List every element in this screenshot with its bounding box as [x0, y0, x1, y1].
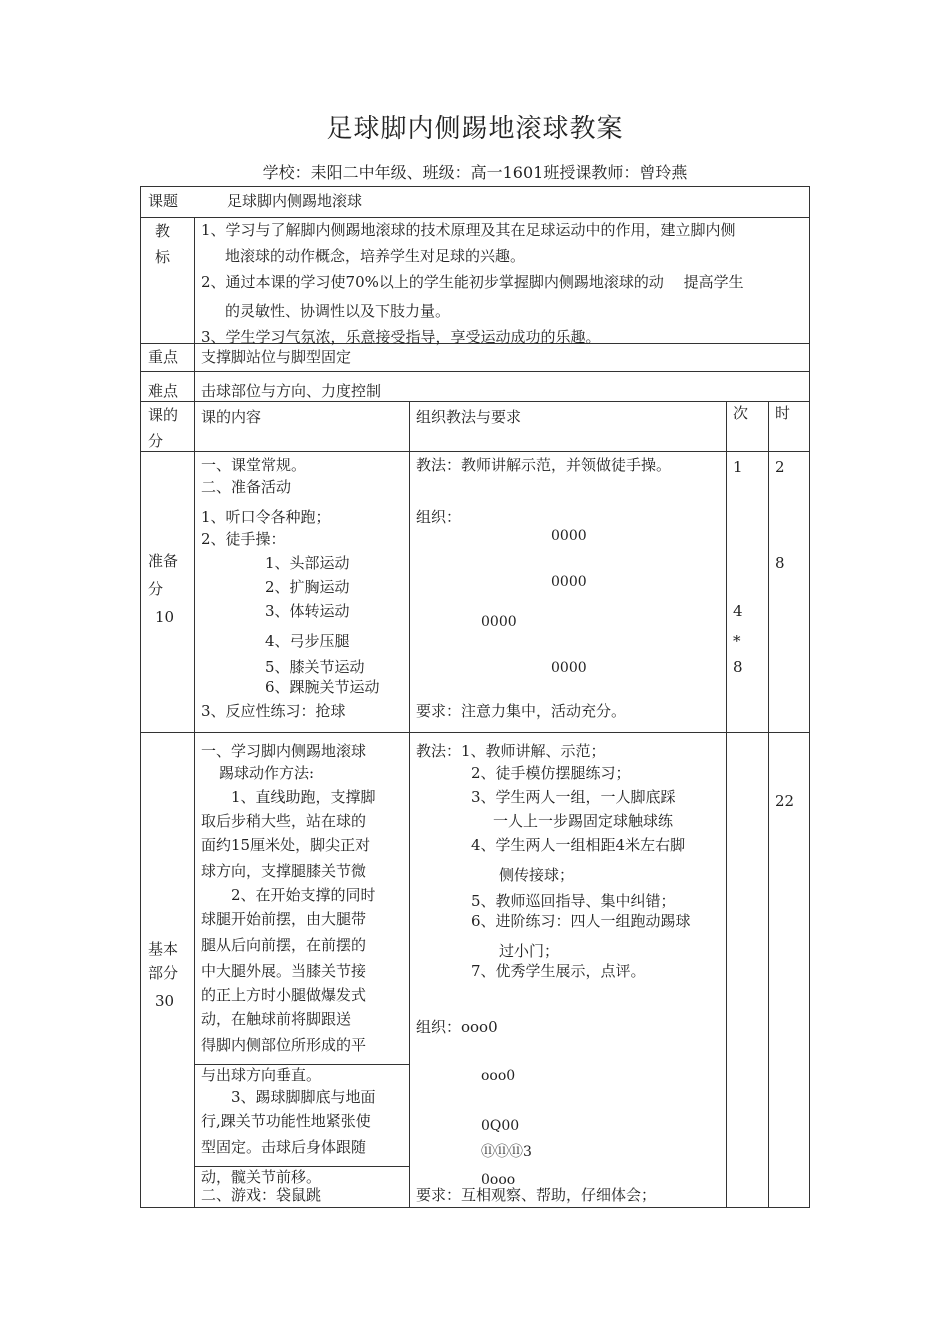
- basic-method-line: 侧传接球；: [499, 866, 575, 884]
- prep-method-teach: 教法：教师讲解示范，并领做徒手操。: [416, 456, 672, 474]
- basic-method-line: 6、进阶练习：四人一组跑动踢球: [471, 912, 691, 930]
- header-method: 组织教法与要求: [416, 408, 522, 426]
- objective-line: 3、学生学习气氛浓，乐意接受指导，享受运动成功的乐趣。: [201, 328, 601, 346]
- header-times: 次: [733, 404, 749, 422]
- basic-content-line: 动，髋关节前移。: [201, 1168, 322, 1186]
- prep-section-2: 分: [148, 580, 164, 598]
- prep-content-line: 1、听口令各种跑；: [201, 508, 331, 526]
- difficulty-value: 击球部位与方向、力度控制: [201, 382, 382, 400]
- header-content: 课的内容: [201, 408, 262, 426]
- prep-method-org: 组织：: [416, 508, 462, 526]
- objective-line: 地滚球的动作概念，培养学生对足球的兴趣。: [225, 247, 526, 265]
- basic-content-line: 型固定。击球后身体跟随: [201, 1138, 367, 1156]
- basic-method-line: 7、优秀学生展示，点评。: [471, 962, 646, 980]
- basic-content-line: 中大腿外展。当膝关节接: [201, 962, 367, 980]
- basic-content-line: 一、学习脚内侧踢地滚球: [201, 742, 367, 760]
- basic-content-line: 踢球动作方法:: [219, 764, 315, 782]
- basic-content-line: 面约15厘米处，脚尖正对: [201, 836, 371, 854]
- key-point-label: 重点: [148, 348, 179, 366]
- basic-method-line: 3、学生两人一组，一人脚底踩: [471, 788, 676, 806]
- basic-content-line: 1、直线助跑，支撑脚: [231, 788, 376, 806]
- prep-duration: 8: [775, 554, 785, 572]
- basic-content-line: 动，在触球前将脚跟送: [201, 1010, 352, 1028]
- prep-content-line: 4、弓步压腿: [265, 632, 350, 650]
- objectives-label-1: 教: [155, 222, 171, 240]
- formation-row: 0000: [551, 574, 587, 590]
- prep-content-line: 一、课堂常规。: [201, 456, 307, 474]
- prep-duration: 2: [775, 458, 785, 476]
- basic-section-1: 基本: [148, 940, 179, 958]
- prep-content-line: 6、踝腕关节运动: [265, 678, 380, 696]
- basic-method-line: ooo0: [481, 1068, 516, 1084]
- basic-content-line: 的正上方时小腿做爆发式: [201, 986, 367, 1004]
- basic-content-line: 与出球方向垂直。: [201, 1066, 322, 1084]
- basic-method-line: 5、教师巡回指导、集中纠错；: [471, 892, 676, 910]
- basic-section-3: 30: [155, 992, 175, 1010]
- topic-label: 课题: [148, 192, 179, 210]
- page-title: 足球脚内侧踢地滚球教案: [326, 114, 624, 144]
- prep-times: *: [733, 632, 741, 650]
- lesson-table: [140, 186, 810, 1208]
- key-point-value: 支撑脚站位与脚型固定: [201, 348, 352, 366]
- prep-method-req: 要求：注意力集中，活动充分。: [416, 702, 627, 720]
- prep-section-3: 10: [155, 608, 175, 626]
- basic-content-line: 3、踢球脚脚底与地面: [231, 1088, 376, 1106]
- objectives-label-2: 标: [155, 248, 171, 266]
- prep-content-line: 二、准备活动: [201, 478, 292, 496]
- basic-content-line: 球腿开始前摆，由大腿带: [201, 910, 367, 928]
- header-duration: 时: [775, 404, 791, 422]
- prep-content-line: 3、反应性练习：抢球: [201, 702, 346, 720]
- prep-times: 1: [733, 458, 743, 476]
- formation-row: 0000: [481, 614, 517, 630]
- formation-row: 0000: [551, 528, 587, 544]
- basic-content-line: 球方向，支撑腿膝关节微: [201, 862, 367, 880]
- basic-duration: 22: [775, 792, 795, 810]
- prep-content-line: 1、头部运动: [265, 554, 350, 572]
- basic-method-line: 教法：1、教师讲解、示范；: [416, 742, 606, 760]
- difficulty-label: 难点: [148, 382, 179, 400]
- prep-content-line: 2、扩胸运动: [265, 578, 350, 596]
- topic-value: 足球脚内侧踢地滚球: [227, 192, 363, 210]
- basic-method-line: 一人上一步踢固定球触球练: [493, 812, 674, 830]
- prep-content-line: 3、体转运动: [265, 602, 350, 620]
- header-part-2: 分: [148, 432, 164, 450]
- objective-line: 1、学习与了解脚内侧踢地滚球的技术原理及其在足球运动中的作用，建立脚内侧: [201, 221, 736, 239]
- basic-method-line: ⑪⑪⑪3: [481, 1144, 532, 1160]
- basic-content-line: 二、游戏：袋鼠跳: [201, 1186, 322, 1204]
- basic-method-line: 0ooo: [481, 1172, 516, 1188]
- basic-content-line: 取后步稍大些，站在球的: [201, 812, 367, 830]
- subtitle: 学校：耒阳二中年级、班级：高一1601班授课教师：曾玲燕: [262, 163, 688, 182]
- basic-method-line: 2、徒手模仿摆腿练习；: [471, 764, 631, 782]
- header-part-1: 课的: [148, 406, 179, 424]
- basic-content-line: 得脚内侧部位所形成的平: [201, 1036, 367, 1054]
- formation-row: 0000: [551, 660, 587, 676]
- prep-times: 8: [733, 658, 743, 676]
- objective-line: 的灵敏性、协调性以及下肢力量。: [225, 302, 451, 320]
- prep-times: 4: [733, 602, 743, 620]
- prep-content-line: 2、徒手操：: [201, 530, 286, 548]
- prep-section-1: 准备: [148, 552, 179, 570]
- basic-method-line: 要求：互相观察、帮助，仔细体会；: [416, 1186, 657, 1204]
- basic-content-line: 2、在开始支撑的同时: [231, 886, 376, 904]
- basic-method-line: 4、学生两人一组相距4米左右脚: [471, 836, 686, 854]
- objective-line: 2、通过本课的学习使70%以上的学生能初步掌握脚内侧踢地滚球的动 提高学生: [201, 273, 744, 291]
- prep-content-line: 5、膝关节运动: [265, 658, 365, 676]
- basic-content-line: 行,踝关节功能性地紧张使: [201, 1112, 371, 1130]
- basic-method-line: 组织：ooo0: [416, 1018, 498, 1036]
- basic-content-line: 腿从后向前摆，在前摆的: [201, 936, 367, 954]
- basic-section-2: 部分: [148, 964, 179, 982]
- basic-method-line: 0Q00: [481, 1118, 520, 1134]
- basic-method-line: 过小门；: [499, 942, 560, 960]
